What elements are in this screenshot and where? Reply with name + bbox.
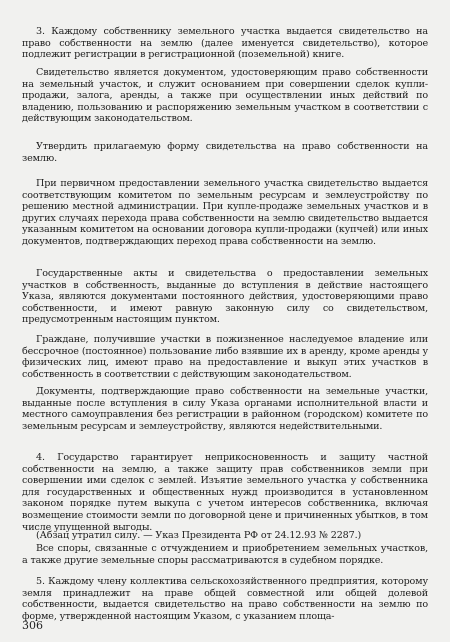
paragraph-text: Все споры, связанные с отчуждением и приобретением земельных участков, а также другие земельные споры рассматриваются в судебном порядке. xyxy=(22,543,428,566)
page-number: 306 xyxy=(22,619,43,632)
paragraph-2 xyxy=(22,67,428,125)
paragraph-text: Граждане, получившие участки в пожизненное наследуемое владение или бессрочное (постоянное) пользование либо взявшие их в аренду, кроме аренды у физических лиц, имеют право на предоставление и выкуп этих участков в собственность в соответствии с действующим законодательством. xyxy=(22,334,428,380)
paragraph-text: Документы, подтверждающие право собственности на земельные участки, выданные после вступления в силу Указа органами исполнительной власти и местного самоуправления без регистрации в районном (городском) комитете по земельным ресурсам и землеустройству, являются недействительными. xyxy=(22,386,428,432)
paragraph-4 xyxy=(22,178,428,248)
paragraph-11 xyxy=(22,576,428,622)
paragraph-9 xyxy=(22,530,428,542)
paragraph-text: При первичном предоставлении земельного участка свидетельство выдается соответствующим комитетом по земельным ресурсам и землеустройству по решению местной администрации. При купле-продаже земельных участков и в других случаях перехода права собственности на землю свидетельство выдается указанным комитетом на основании договора купли-продажи (купчей) или иных документов, подтверждающих переход права собственности на землю. xyxy=(22,178,428,247)
paragraph-10 xyxy=(22,543,428,566)
paragraph-1 xyxy=(22,26,428,61)
paragraph-5 xyxy=(22,268,428,326)
paragraph-7 xyxy=(22,386,428,432)
paragraph-text: Свидетельство является документом, удостоверяющим право собственности на земельный участок, и служит основанием при совершении сделок купли-продажи, залога, аренды, а также при осуществлении иных действий по владению, пользованию и распоряжению земельным участком в соответствии с действующим законодательством. xyxy=(22,67,428,125)
paragraph-8 xyxy=(22,452,428,533)
paragraph-text: 5. Каждому члену коллектива сельскохозяйственного предприятия, которому земля принадлежит на праве общей совместной или общей долевой собственности, выдается свидетельство на право собственности на землю по форме, утвержденной настоящим Указом, с указанием площа- xyxy=(22,576,428,622)
paragraph-3 xyxy=(22,141,428,164)
paragraph-text: 3. Каждому собственнику земельного участка выдается свидетельство на право собственности на землю (далее именуется свидетельство), которое подлежит регистрации в регистрационной (поземельной) книге. xyxy=(22,26,428,61)
paragraph-text: (Абзац утратил силу. — Указ Президента РФ от 24.12.93 № 2287.) xyxy=(36,530,362,541)
paragraph-text: Государственные акты и свидетельства о предоставлении земельных участков в собственность, выданные до вступления в действие настоящего Указа, являются документами постоянного действия, удостоверяющими право собственности, и имеют равную законную силу со свидетельством, предусмотренным настоящим пунктом. xyxy=(22,268,428,326)
paragraph-6 xyxy=(22,334,428,380)
paragraph-text: Утвердить прилагаемую форму свидетельства на право собственности на землю. xyxy=(22,141,428,164)
paragraph-text: 4. Государство гарантирует неприкосновенность и защиту частной собственности на землю, а также защиту прав собственников земли при совершении ими сделок с землей. Изъятие земельного участка у собственника для государственных и общественных нужд производится в установленном законом порядке путем выкупа с учетом интересов собственника, включая возмещение стоимости земли по договорной цене и причиненных убытков, в том числе упущенной выгоды. xyxy=(22,452,428,533)
